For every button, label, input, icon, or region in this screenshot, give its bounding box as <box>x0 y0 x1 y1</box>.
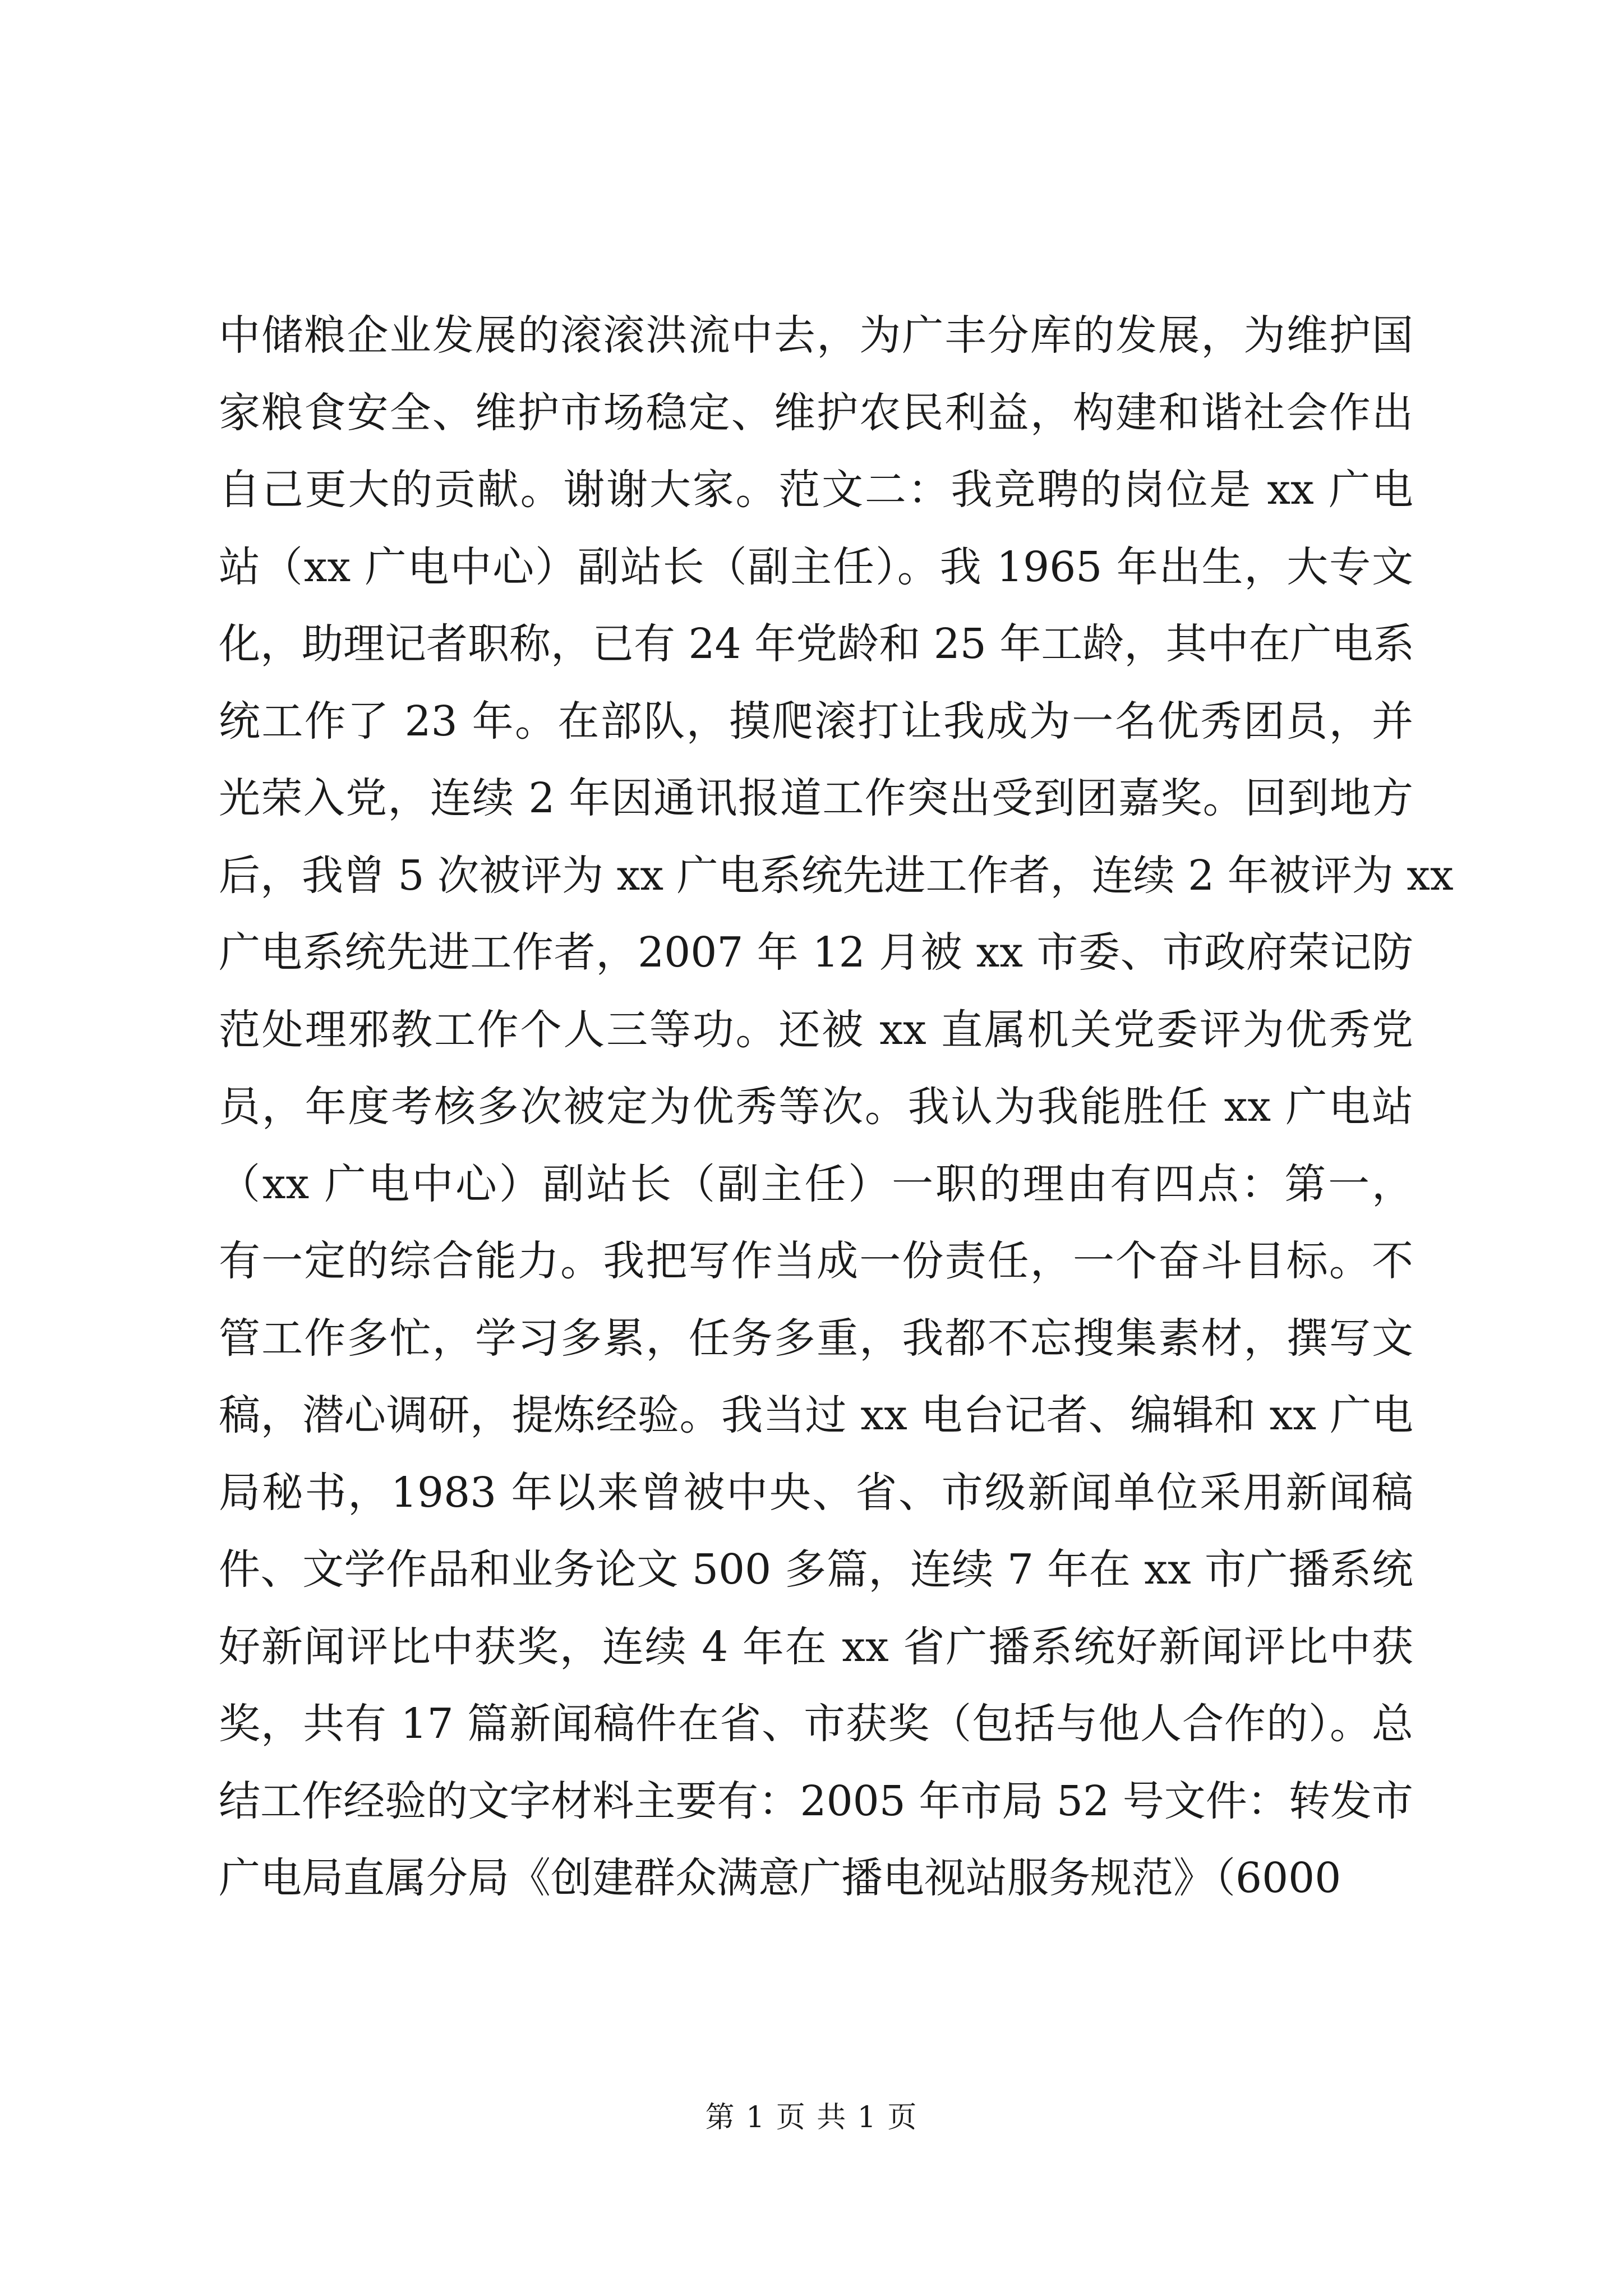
body-line: 局秘书，1983 年以来曾被中央、省、市级新闻单位采用新闻稿 <box>219 1468 1413 1517</box>
body-line: 统工作了 23 年。在部队，摸爬滚打让我成为一名优秀团员，并 <box>219 697 1413 746</box>
body-line: （xx 广电中心）副站长（副主任）一职的理由有四点：第一， <box>219 1159 1413 1208</box>
body-line: 光荣入党，连续 2 年因通讯报道工作突出受到团嘉奖。回到地方 <box>219 774 1413 822</box>
body-line: 自己更大的贡献。谢谢大家。范文二：我竞聘的岗位是 xx 广电 <box>219 466 1413 514</box>
body-line: 站（xx 广电中心）副站长（副主任）。我 1965 年出生，大专文 <box>219 542 1413 591</box>
body-line: 有一定的综合能力。我把写作当成一份责任，一个奋斗目标。不 <box>219 1237 1413 1285</box>
body-line: 广电系统先进工作者，2007 年 12 月被 xx 市委、市政府荣记防 <box>219 928 1413 977</box>
body-line: 稿，潜心调研，提炼经验。我当过 xx 电台记者、编辑和 xx 广电 <box>219 1391 1413 1439</box>
body-line: 化，助理记者职称，已有 24 年党龄和 25 年工龄，其中在广电系 <box>219 620 1415 668</box>
body-line: 管工作多忙，学习多累，任务多重，我都不忘搜集素材，撰写文 <box>219 1314 1413 1363</box>
body-line: 范处理邪教工作个人三等功。还被 xx 直属机关党委评为优秀党 <box>219 1005 1413 1054</box>
body-line: 结工作经验的文字材料主要有：2005 年市局 52 号文件：转发市 <box>219 1777 1413 1825</box>
body-line: 中储粮企业发展的滚滚洪流中去，为广丰分库的发展，为维护国 <box>219 311 1413 360</box>
document-body <box>219 297 1454 1917</box>
body-line: 员，年度考核多次被定为优秀等次。我认为我能胜任 xx 广电站 <box>219 1083 1413 1131</box>
body-line: 好新闻评比中获奖，连续 4 年在 xx 省广播系统好新闻评比中获 <box>219 1622 1413 1671</box>
body-line: 家粮食安全、维护市场稳定、维护农民利益，构建和谐社会作出 <box>219 388 1413 437</box>
body-line: 后，我曾 5 次被评为 xx 广电系统先进工作者，连续 2 年被评为 xx <box>219 851 1454 900</box>
page-footer: 第 1 页 共 1 页 <box>705 2101 918 2134</box>
body-line: 广电局直属分局《创建群众满意广播电视站服务规范》（6000 <box>219 1854 1341 1902</box>
body-line: 件、文学作品和业务论文 500 多篇，连续 7 年在 xx 市广播系统 <box>219 1545 1413 1594</box>
body-line: 奖，共有 17 篇新闻稿件在省、市获奖（包括与他人合作的）。总 <box>219 1700 1413 1748</box>
